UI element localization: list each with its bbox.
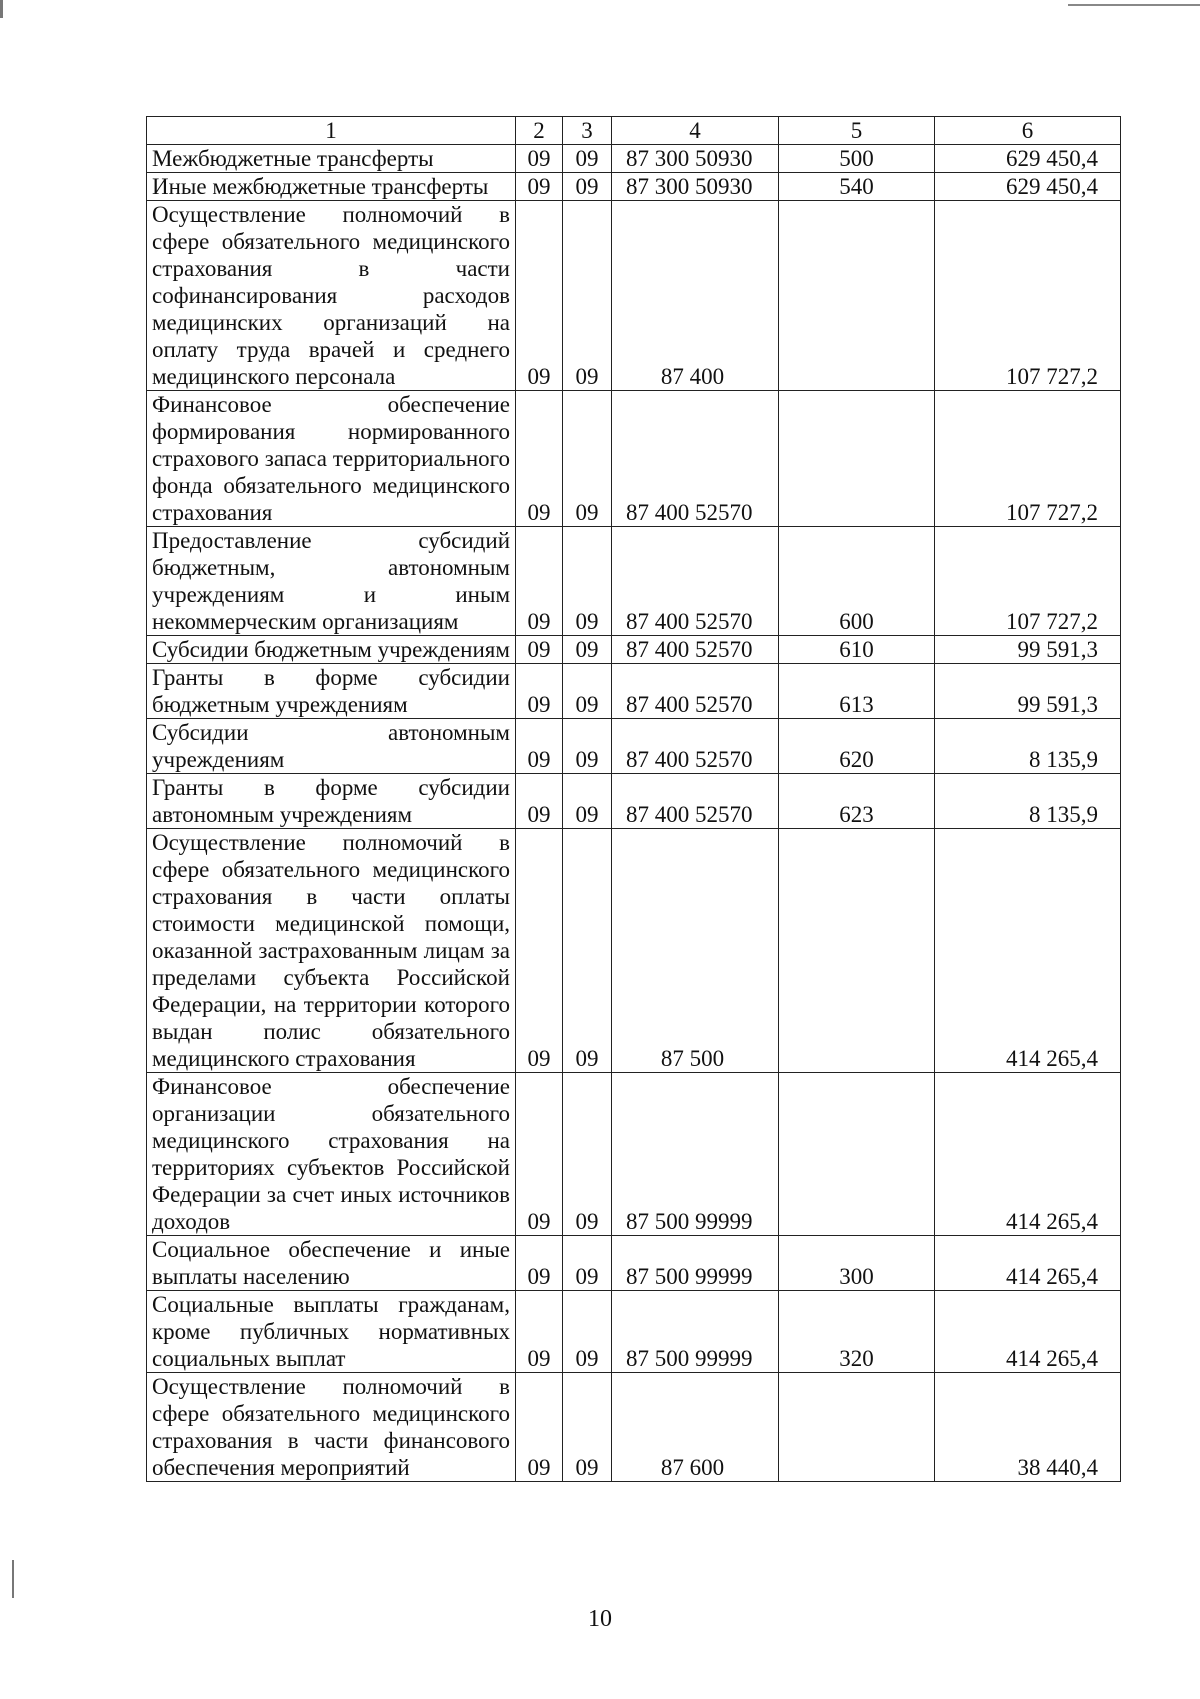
table-row <box>147 1236 1121 1291</box>
table-header-row <box>147 117 1121 145</box>
cell-subsection: 09 <box>563 719 612 774</box>
cell-section: 09 <box>516 1291 563 1373</box>
cell-amount: 107 727,2 <box>935 391 1121 527</box>
cell-section: 09 <box>516 1073 563 1236</box>
table-row <box>147 774 1121 829</box>
table-row <box>147 201 1121 391</box>
cell-expense-type: 620 <box>779 719 935 774</box>
cell-subsection: 09 <box>563 1236 612 1291</box>
cell-amount: 414 265,4 <box>935 829 1121 1073</box>
cell-subsection: 09 <box>563 1073 612 1236</box>
column-header-4: 4 <box>612 117 779 145</box>
column-header-5: 5 <box>779 117 935 145</box>
cell-subsection: 09 <box>563 173 612 201</box>
cell-name: Субсидии бюджетным учреждениям <box>147 636 516 664</box>
cell-subsection: 09 <box>563 145 612 173</box>
cell-target-article: 87 500 99999 <box>612 1236 779 1291</box>
cell-section: 09 <box>516 173 563 201</box>
cell-name: Гранты в форме субсидии бюджетным учреждениям <box>147 664 516 719</box>
cell-subsection: 09 <box>563 664 612 719</box>
cell-target-article: 87 400 52570 <box>612 664 779 719</box>
cell-name: Осуществление полномочий в сфере обязательного медицинского страхования в части оплаты стоимости медицинской помощи, оказанной застрахованным лицам за пределами субъекта Российской Федерации, на территории которого выдан полис обязательного медицинского страхования <box>147 829 516 1073</box>
cell-name: Иные межбюджетные трансферты <box>147 173 516 201</box>
cell-name: Предоставление субсидий бюджетным, автономным учреждениям и иным некоммерческим организациям <box>147 527 516 636</box>
cell-amount: 107 727,2 <box>935 527 1121 636</box>
cell-expense-type: 600 <box>779 527 935 636</box>
table-row <box>147 1373 1121 1482</box>
cell-subsection: 09 <box>563 829 612 1073</box>
cell-expense-type <box>779 1073 935 1236</box>
table-row <box>147 829 1121 1073</box>
cell-amount: 38 440,4 <box>935 1373 1121 1482</box>
cell-expense-type <box>779 391 935 527</box>
cell-expense-type: 623 <box>779 774 935 829</box>
cell-name: Финансовое обеспечение формирования нормированного страхового запаса территориального фонда обязательного медицинского страхования <box>147 391 516 527</box>
table-row <box>147 1073 1121 1236</box>
cell-target-article: 87 400 52570 <box>612 774 779 829</box>
cell-amount: 107 727,2 <box>935 201 1121 391</box>
cell-expense-type <box>779 201 935 391</box>
page-number: 10 <box>588 1606 612 1632</box>
cell-name: Социальное обеспечение и иные выплаты населению <box>147 1236 516 1291</box>
cell-section: 09 <box>516 829 563 1073</box>
cell-section: 09 <box>516 1373 563 1482</box>
cell-target-article: 87 400 52570 <box>612 719 779 774</box>
table-row <box>147 719 1121 774</box>
cell-name: Субсидии автономным учреждениям <box>147 719 516 774</box>
cell-amount: 8 135,9 <box>935 774 1121 829</box>
cell-subsection: 09 <box>563 774 612 829</box>
cell-target-article: 87 300 50930 <box>612 173 779 201</box>
cell-target-article: 87 400 52570 <box>612 636 779 664</box>
cell-name: Социальные выплаты гражданам, кроме публичных нормативных социальных выплат <box>147 1291 516 1373</box>
cell-amount: 99 591,3 <box>935 664 1121 719</box>
cell-target-article: 87 400 <box>612 201 779 391</box>
cell-amount: 414 265,4 <box>935 1073 1121 1236</box>
cell-amount: 8 135,9 <box>935 719 1121 774</box>
table-row <box>147 391 1121 527</box>
table-row <box>147 636 1121 664</box>
cell-amount: 414 265,4 <box>935 1291 1121 1373</box>
cell-subsection: 09 <box>563 1291 612 1373</box>
table-row <box>147 664 1121 719</box>
cell-name: Осуществление полномочий в сфере обязательного медицинского страхования в части софинансирования расходов медицинских организаций на оплату труда врачей и среднего медицинского персонала <box>147 201 516 391</box>
cell-name: Осуществление полномочий в сфере обязательного медицинского страхования в части финансового обеспечения мероприятий <box>147 1373 516 1482</box>
cell-subsection: 09 <box>563 201 612 391</box>
cell-expense-type <box>779 1373 935 1482</box>
cell-subsection: 09 <box>563 391 612 527</box>
cell-section: 09 <box>516 201 563 391</box>
cell-amount: 629 450,4 <box>935 173 1121 201</box>
cell-section: 09 <box>516 774 563 829</box>
cell-amount: 414 265,4 <box>935 1236 1121 1291</box>
cell-section: 09 <box>516 636 563 664</box>
column-header-3: 3 <box>563 117 612 145</box>
cell-target-article: 87 500 99999 <box>612 1291 779 1373</box>
cell-target-article: 87 500 <box>612 829 779 1073</box>
table-row <box>147 1291 1121 1373</box>
scan-margin-mark <box>0 0 3 18</box>
scan-margin-mark <box>12 1560 14 1598</box>
cell-target-article: 87 300 50930 <box>612 145 779 173</box>
cell-expense-type: 610 <box>779 636 935 664</box>
table-row <box>147 145 1121 173</box>
cell-section: 09 <box>516 527 563 636</box>
cell-expense-type: 500 <box>779 145 935 173</box>
cell-expense-type: 613 <box>779 664 935 719</box>
cell-section: 09 <box>516 719 563 774</box>
cell-expense-type: 300 <box>779 1236 935 1291</box>
cell-subsection: 09 <box>563 527 612 636</box>
budget-table <box>146 116 1121 1482</box>
column-header-1: 1 <box>147 117 516 145</box>
cell-section: 09 <box>516 664 563 719</box>
cell-section: 09 <box>516 145 563 173</box>
table-row <box>147 173 1121 201</box>
cell-amount: 629 450,4 <box>935 145 1121 173</box>
cell-name: Межбюджетные трансферты <box>147 145 516 173</box>
cell-subsection: 09 <box>563 1373 612 1482</box>
cell-section: 09 <box>516 391 563 527</box>
cell-subsection: 09 <box>563 636 612 664</box>
column-header-2: 2 <box>516 117 563 145</box>
cell-section: 09 <box>516 1236 563 1291</box>
cell-name: Финансовое обеспечение организации обязательного медицинского страхования на территориях субъектов Российской Федерации за счет иных источников доходов <box>147 1073 516 1236</box>
cell-expense-type: 540 <box>779 173 935 201</box>
cell-target-article: 87 500 99999 <box>612 1073 779 1236</box>
cell-name: Гранты в форме субсидии автономным учреждениям <box>147 774 516 829</box>
cell-expense-type: 320 <box>779 1291 935 1373</box>
scan-edge-line <box>1068 4 1200 6</box>
cell-amount: 99 591,3 <box>935 636 1121 664</box>
cell-target-article: 87 400 52570 <box>612 527 779 636</box>
table-row <box>147 527 1121 636</box>
cell-target-article: 87 600 <box>612 1373 779 1482</box>
cell-expense-type <box>779 829 935 1073</box>
column-header-6: 6 <box>935 117 1121 145</box>
cell-target-article: 87 400 52570 <box>612 391 779 527</box>
